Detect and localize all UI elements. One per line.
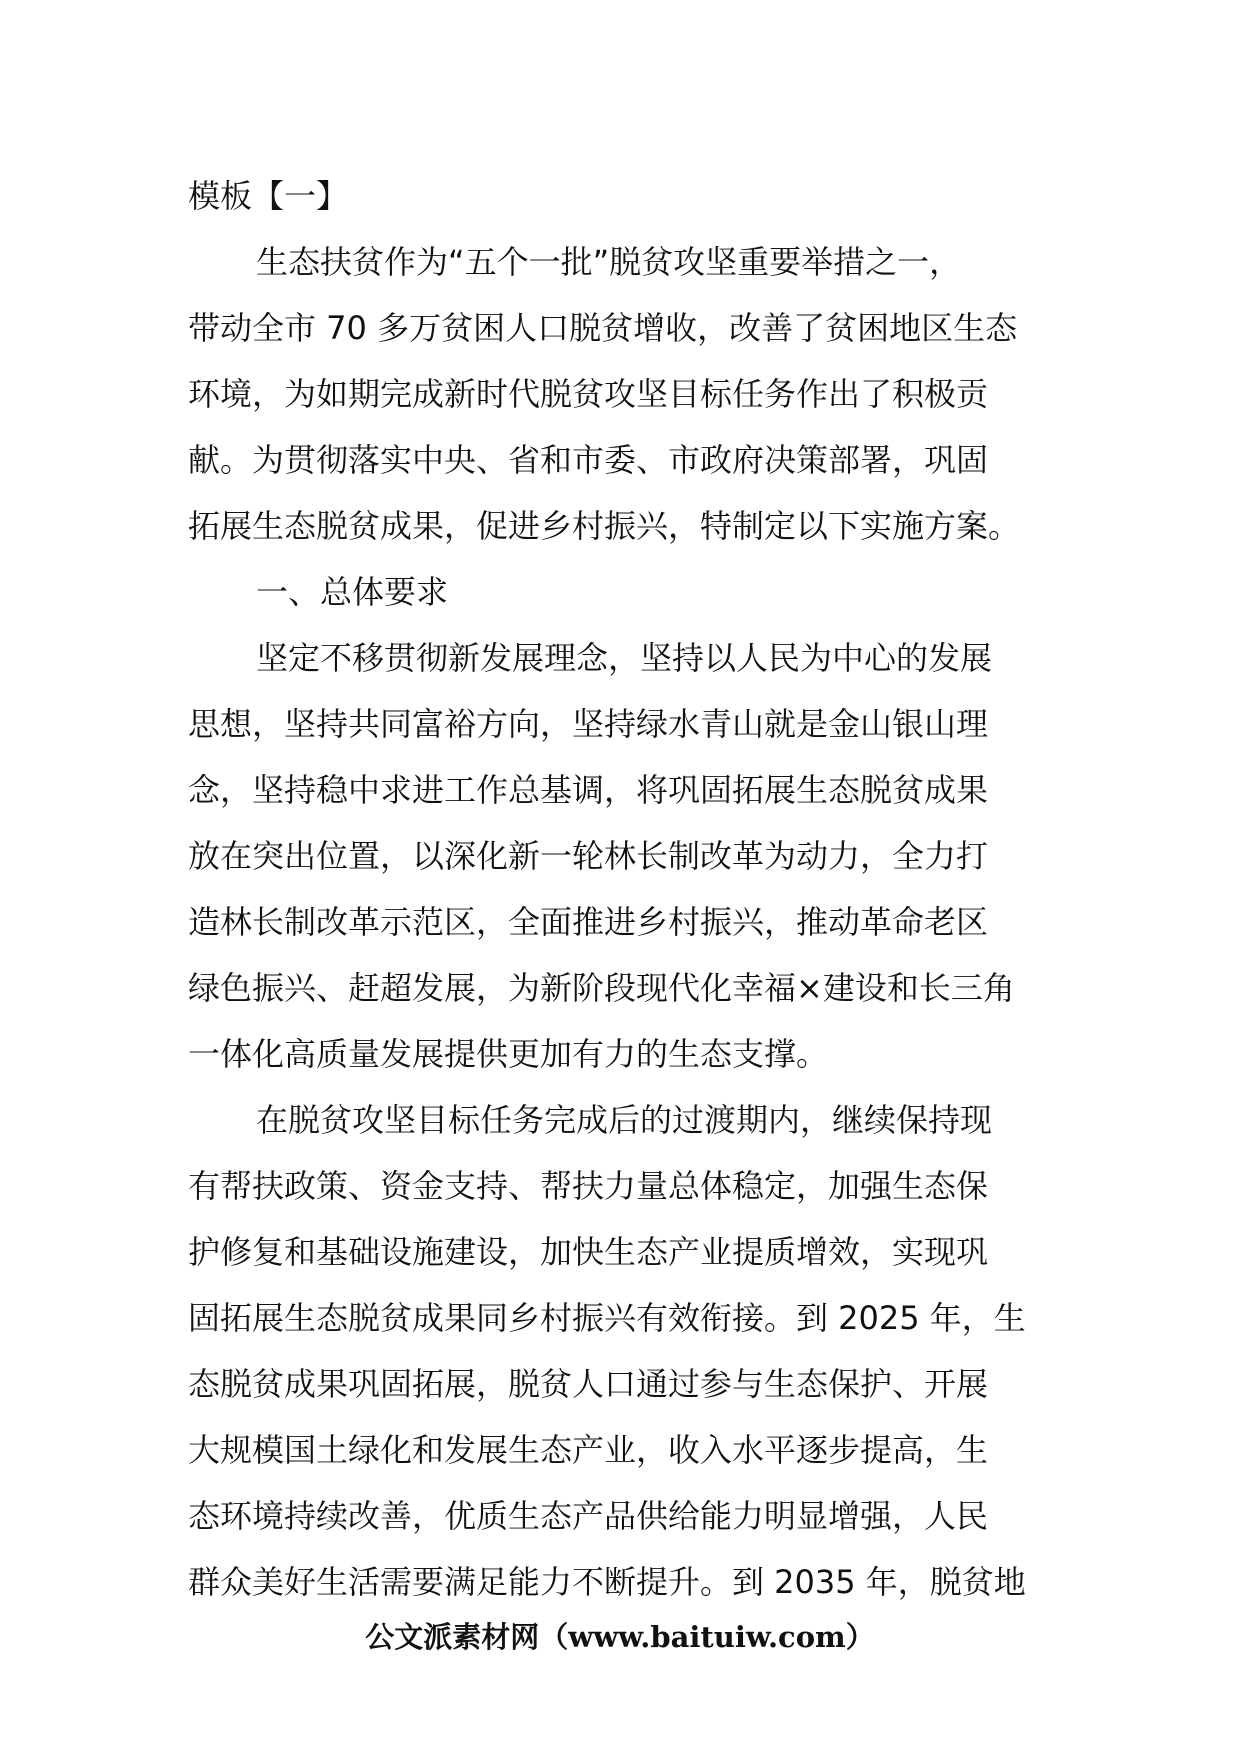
paragraph-line: 献。为贯彻落实中央、省和市委、市政府决策部署，巩固 bbox=[188, 441, 989, 479]
paragraph-line: 思想，坚持共同富裕方向，坚持绿水青山就是金山银山理 bbox=[188, 705, 989, 743]
footer-source-label: 公文派素材网（www.baituiw.com） bbox=[365, 1620, 875, 1654]
paragraph-line: 拓展生态脱贫成果，促进乡村振兴，特制定以下实施方案。 bbox=[188, 507, 1021, 545]
paragraph-line: 带动全市 70 多万贫困人口脱贫增收，改善了贫困地区生态 bbox=[188, 309, 1018, 347]
paragraph-line: 放在突出位置，以深化新一轮林长制改革为动力，全力打 bbox=[188, 837, 989, 875]
paragraph-line: 态环境持续改善，优质生态产品供给能力明显增强，人民 bbox=[188, 1497, 989, 1535]
paragraph-line: 固拓展生态脱贫成果同乡村振兴有效衔接。到 2025 年，生 bbox=[188, 1299, 1026, 1337]
paragraph-line: 绿色振兴、赶超发展，为新阶段现代化幸福×建设和长三角 bbox=[188, 969, 1015, 1007]
paragraph-line: 一体化高质量发展提供更加有力的生态支撑。 bbox=[188, 1035, 829, 1073]
paragraph-line: 护修复和基础设施建设，加快生态产业提质增效，实现巩 bbox=[188, 1233, 989, 1271]
paragraph-line: 大规模国土绿化和发展生态产业，收入水平逐步提高，生 bbox=[188, 1431, 989, 1469]
paragraph-line: 生态扶贫作为“五个一批”脱贫攻坚重要举措之一， bbox=[256, 243, 962, 281]
paragraph-line: 有帮扶政策、资金支持、帮扶力量总体稳定，加强生态保 bbox=[188, 1167, 989, 1205]
paragraph-line: 在脱贫攻坚目标任务完成后的过渡期内，继续保持现 bbox=[256, 1101, 993, 1139]
section-heading: 一、总体要求 bbox=[256, 573, 449, 611]
template-title: 模板【一】 bbox=[188, 177, 349, 215]
paragraph-line: 态脱贫成果巩固拓展，脱贫人口通过参与生态保护、开展 bbox=[188, 1365, 989, 1403]
paragraph-line: 念，坚持稳中求进工作总基调，将巩固拓展生态脱贫成果 bbox=[188, 771, 989, 809]
paragraph-line: 环境，为如期完成新时代脱贫攻坚目标任务作出了积极贡 bbox=[188, 375, 989, 413]
paragraph-line: 坚定不移贯彻新发展理念，坚持以人民为中心的发展 bbox=[256, 639, 993, 677]
paragraph-line: 群众美好生活需要满足能力不断提升。到 2035 年，脱贫地 bbox=[188, 1563, 1026, 1601]
paragraph-line: 造林长制改革示范区，全面推进乡村振兴，推动革命老区 bbox=[188, 903, 989, 941]
